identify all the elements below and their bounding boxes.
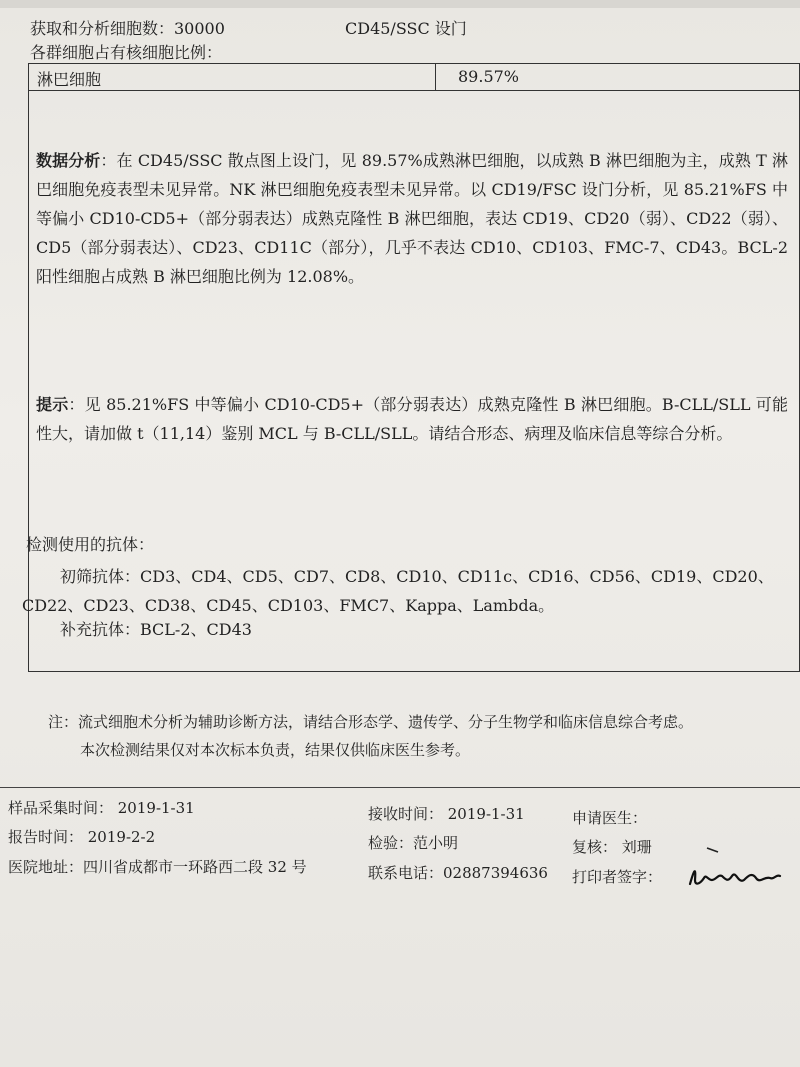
requesting-doctor: 申请医生： [572, 809, 648, 827]
top-edge [0, 0, 800, 8]
phone: 联系电话：02887394636 [368, 864, 548, 882]
analysis-text: ：在 CD45/SSC 散点图上设门，见 89.57%成熟淋巴细胞，以成熟 B 淋巴细胞为主，成熟 T 淋巴细胞免疫表型未见异常。NK 淋巴细胞免疫表型未见异常。以 CD19/FSC 设门分析，见 85.21%FS 中等偏小 CD10-CD5+（部分弱表达）成熟克隆性 B 淋巴细胞，表达 CD19、CD20（弱）、CD22（弱）、CD5（部分弱表达）、CD23、CD11C（部分），几乎不表达 CD10、CD103、FMC-7、CD43。BCL-2 阳性细胞占成熟 B 淋巴细胞比例为 12.08%。 [36, 151, 788, 286]
inspector: 检验：范小明 [368, 834, 459, 852]
ratio-label: 各群细胞占有核细胞比例： [30, 43, 223, 62]
screen-antibodies-2: CD22、CD23、CD38、CD45、CD103、FMC7、Kappa、Lambda。 [22, 596, 555, 615]
handwritten-signature [686, 862, 786, 892]
cell-count-label: 获取和分析细胞数：30000 [30, 19, 225, 38]
note-line-2: 本次检测结果仅对本次标本负责，结果仅供临床医生参考。 [80, 741, 471, 759]
analysis-paragraph [36, 146, 788, 291]
receive-time: 接收时间： 2019-1-31 [368, 805, 525, 823]
ink-mark [706, 846, 720, 854]
report-time: 报告时间： 2019-2-2 [8, 828, 156, 846]
hint-paragraph [36, 390, 788, 448]
screen-antibodies-1: 初筛抗体：CD3、CD4、CD5、CD7、CD8、CD10、CD11c、CD16、CD56、CD19、CD20、 [60, 567, 774, 586]
gate-label: CD45/SSC 设门 [345, 19, 467, 38]
hospital-address: 医院地址：四川省成都市一环路西二段 32 号 [8, 858, 307, 876]
note-line-1: 注：流式细胞术分析为辅助诊断方法，请结合形态学、遗传学、分子生物学和临床信息综合考虑。 [48, 713, 694, 731]
antibody-title: 检测使用的抗体： [26, 535, 155, 554]
sample-time: 样品采集时间： 2019-1-31 [8, 799, 195, 817]
supplement-antibodies: 补充抗体：BCL-2、CD43 [60, 620, 252, 639]
cell-ratio-table [28, 63, 800, 91]
hint-text: ：见 85.21%FS 中等偏小 CD10-CD5+（部分弱表达）成熟克隆性 B 淋巴细胞。B-CLL/SLL 可能性大，请加做 t（11,14）鉴别 MCL 与 B-CLL/SLL。请结合形态、病理及临床信息等综合分析。 [36, 395, 788, 443]
analysis-label: 数据分析 [36, 151, 101, 170]
reviewer: 复核： 刘珊 [572, 838, 652, 856]
cell-type-cell: 淋巴细胞 [29, 64, 436, 90]
printer-signature-label: 打印者签字： [572, 868, 663, 886]
footer-divider [0, 787, 800, 788]
percent-cell: 89.57% [458, 67, 520, 86]
hint-label: 提示 [36, 395, 69, 414]
